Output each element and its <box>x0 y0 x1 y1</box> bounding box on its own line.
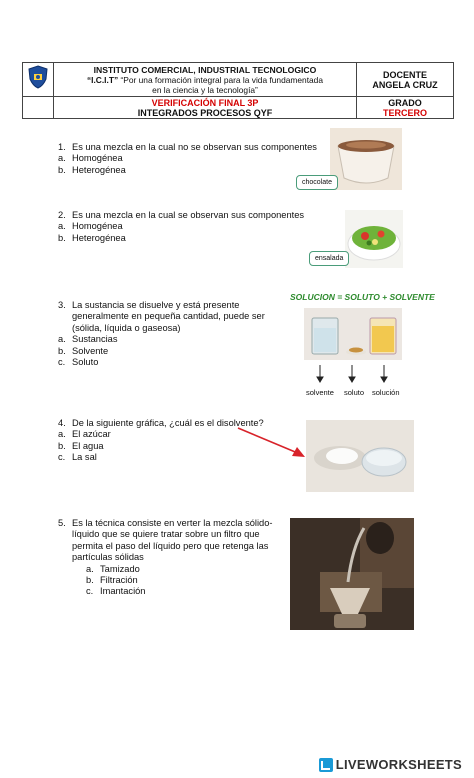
school-shield-icon <box>27 65 49 89</box>
option-letter: b. <box>58 345 66 356</box>
option-letter: b. <box>58 164 66 175</box>
solution-diagram-image <box>304 308 402 360</box>
question-text: Es una mezcla en la cual se observan sus componentes <box>72 210 305 220</box>
question-text: De la siguiente gráfica, ¿cuál es el disolvente? <box>72 418 264 428</box>
question-text-line1: La sustancia se disuelve y está presente <box>72 300 240 310</box>
exam-title: VERIFICACIÓN FINAL 3P <box>151 97 259 108</box>
sugar-water-image <box>306 420 414 492</box>
option-letter: b. <box>58 440 66 451</box>
institution-motto <box>54 75 356 85</box>
down-arrows-icon <box>314 364 394 384</box>
question-number: 5. <box>58 518 66 528</box>
institution-name: INSTITUTO COMERCIAL, INDUSTRIAL TECNOLOGICO <box>93 64 317 75</box>
question-2 <box>58 210 318 244</box>
solution-formula: SOLUCION = SOLUTO + SOLVENTE <box>290 292 435 302</box>
filtration-coffee-image <box>290 518 414 630</box>
question-number: 4. <box>58 418 66 428</box>
option-letter: a. <box>58 221 66 232</box>
grade-label: GRADO <box>388 97 422 108</box>
label-solucion: solución <box>372 388 400 397</box>
question-text: Es una mezcla en la cual no se observan sus componentes <box>72 142 317 152</box>
teacher-cell <box>357 63 454 97</box>
question-number: 1. <box>58 142 66 152</box>
teacher-label: DOCENTE <box>382 69 427 80</box>
option-letter: b. <box>58 232 66 243</box>
option-el-agua[interactable]: El agua <box>72 440 104 451</box>
question-number: 3. <box>58 300 66 310</box>
question-text-line3: (sólida, líquida o gaseosa) <box>72 322 181 333</box>
question-5 <box>58 518 284 598</box>
option-letter: a. <box>58 153 66 164</box>
grade-cell <box>357 97 454 119</box>
brand-name: LIVEWORKSHEETS <box>335 757 462 772</box>
liveworksheets-logo-icon <box>319 758 333 772</box>
motto-text: “Por una formación integral para la vida fundamentada <box>118 74 324 85</box>
empty-cell <box>23 97 54 119</box>
question-1 <box>58 142 318 176</box>
question-3 <box>58 300 290 368</box>
option-letter: b. <box>86 575 94 586</box>
option-heterogenea[interactable]: Heterogénea <box>72 232 126 243</box>
teacher-name: ANGELA CRUZ <box>372 79 438 90</box>
motto-acronym: “I.C.I.T” <box>86 74 119 85</box>
question-text-line3: permita el paso del líquido pero que retenga las <box>72 540 269 551</box>
salad-image <box>345 210 403 268</box>
salad-label: ensalada <box>309 251 349 266</box>
liveworksheets-brand <box>319 757 462 772</box>
option-la-sal[interactable]: La sal <box>72 452 97 463</box>
option-letter: a. <box>86 563 94 574</box>
option-letter: a. <box>58 334 66 345</box>
option-el-azucar[interactable]: El azúcar <box>72 429 111 440</box>
option-letter: a. <box>58 429 66 440</box>
grade-value: TERCERO <box>382 107 427 118</box>
red-arrow-icon <box>236 426 308 460</box>
option-solvente[interactable]: Solvente <box>72 345 109 356</box>
option-letter: c. <box>58 452 66 463</box>
school-logo-cell <box>23 63 54 97</box>
option-homogenea[interactable]: Homogénea <box>72 153 123 164</box>
option-heterogenea[interactable]: Heterogénea <box>72 164 126 175</box>
question-text-line2: líquido que se quiere tratar sobre un filtro que <box>72 529 260 540</box>
question-text-line1: Es la técnica consiste en verter la mezcla sólido- <box>72 518 273 528</box>
header-table <box>22 62 454 119</box>
label-solvente: solvente <box>306 388 334 397</box>
option-soluto[interactable]: Soluto <box>72 357 99 368</box>
option-tamizado[interactable]: Tamizado <box>100 563 140 574</box>
chocolate-label: chocolate <box>296 175 338 190</box>
question-number: 2. <box>58 210 66 220</box>
option-letter: c. <box>86 586 94 597</box>
label-soluto: soluto <box>344 388 365 397</box>
course-name: INTEGRADOS PROCESOS QYF <box>137 107 273 118</box>
option-filtracion[interactable]: Filtración <box>100 575 138 586</box>
institution-motto-line2: en la ciencia y la tecnología” <box>152 84 258 95</box>
chocolate-image <box>330 128 402 190</box>
option-sustancias[interactable]: Sustancias <box>72 334 118 345</box>
institution-cell <box>54 63 357 97</box>
exam-cell <box>54 97 357 119</box>
option-letter: c. <box>58 357 66 368</box>
option-imantacion[interactable]: Imantación <box>100 586 146 597</box>
option-homogenea[interactable]: Homogénea <box>72 221 123 232</box>
question-text-line4: partículas sólidas <box>72 552 144 563</box>
question-text-line2: generalmente en pequeña cantidad, puede ser <box>72 311 265 322</box>
